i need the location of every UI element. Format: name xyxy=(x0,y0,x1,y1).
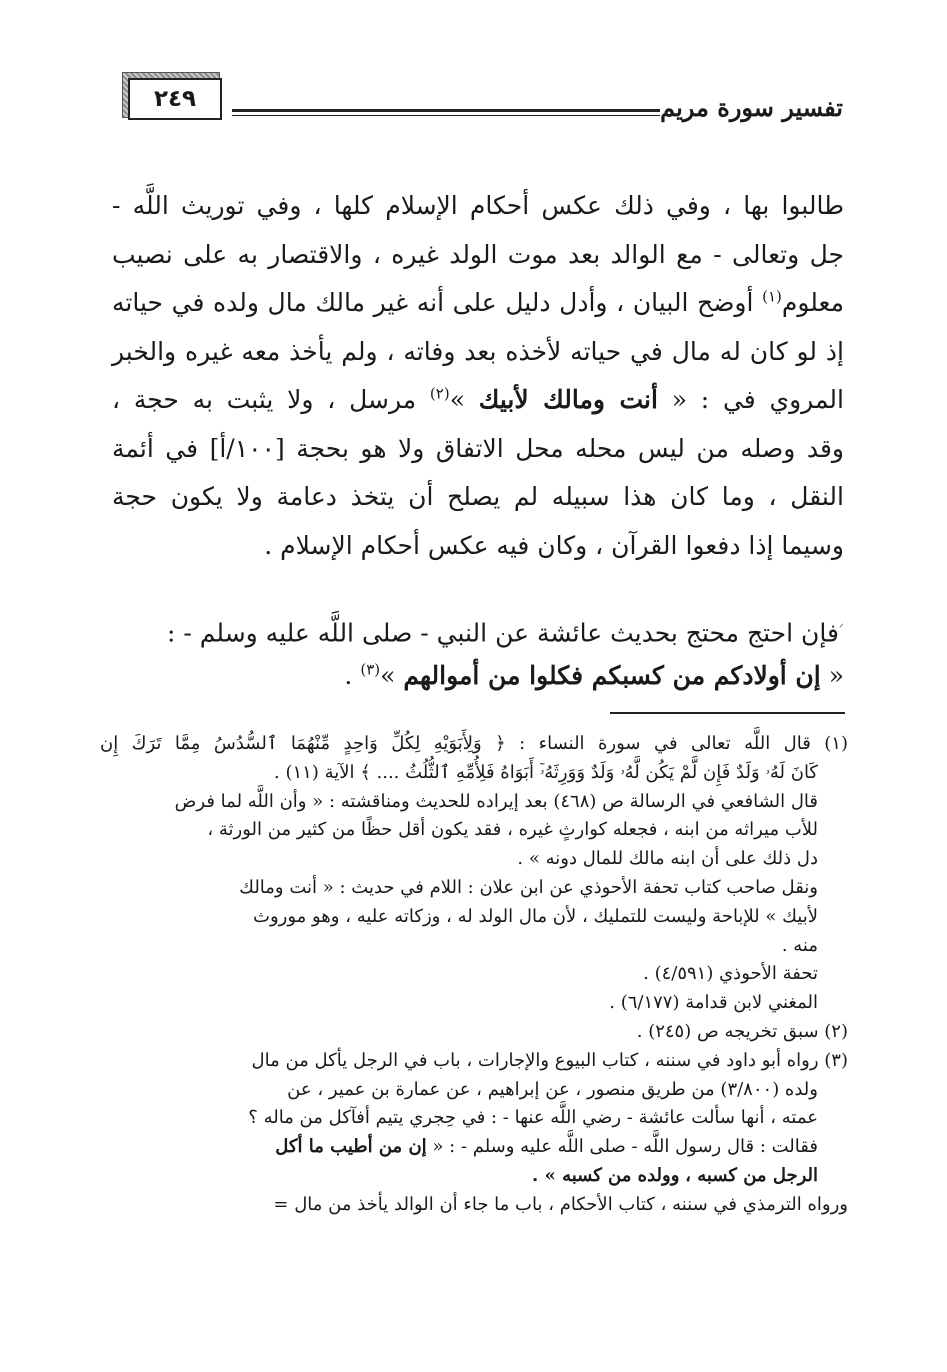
footnote-line: كَانَ لَهُۥ وَلَدٌ فَإِن لَّمْ يَكُن لَّهُۥ وَلَدٌ وَوَرِثَهُۥٓ أَبَوَاهُ فَلِأُمِّهِ ٱلثُّلُثُ .... ﴾ الآية (١١) . xyxy=(274,761,818,783)
footnote-line: تحفة الأحوذي (٤/٥٩١) . xyxy=(643,963,818,985)
body-line xyxy=(112,376,844,425)
footnote-line: منه . xyxy=(781,934,818,956)
body-line: إذ لو كان له مال في حياته لأخذه بعد وفاته ، ولم يأخذ معه غيره والخبر xyxy=(112,336,844,366)
header-rule xyxy=(232,109,660,112)
body-line: طالبوا بها ، وفي ذلك عكس أحكام الإسلام كلها ، وفي توريث اللَّه - xyxy=(112,191,844,220)
body-paragraph-2 xyxy=(112,604,844,700)
footnote-ref: (٣) xyxy=(360,660,381,679)
footnote-line xyxy=(100,1162,848,1191)
footnote-line: ولده (٣/٨٠٠) من طريق منصور ، عن إبراهيم ، عن عمارة بن عمير ، عن xyxy=(287,1078,818,1100)
footnote-line: (٢) سبق تخريجه ص (٢٤٥) . xyxy=(636,1020,848,1042)
footnote-text: فقالت : قال رسول اللَّه - صلى اللَّه عليه وسلم - : « xyxy=(432,1136,818,1158)
body-line-rest: مرسل ، ولا يثبت به حجة ، xyxy=(112,385,417,414)
footnote-line xyxy=(100,1133,848,1162)
body-line: وقد وصله من ليس محله محل الاتفاق ولا هو بحجة [١٠٠/أ] في أئمة xyxy=(112,433,844,463)
footnote-line: للأب ميراثه من ابنه ، فجعله كوارثٍ غيره ، فقد يكون أقل حظًا من كثير من الورثة ، xyxy=(207,819,818,841)
footnote-line: دل ذلك على أن ابنه مالك للمال دونه » . xyxy=(517,848,818,870)
quote-close: » xyxy=(380,661,396,690)
footnote-line: ورواه الترمذي في سننه ، كتاب الأحكام ، باب ما جاء أن الوالد يأخذ من مال = xyxy=(273,1193,848,1215)
footnote-text: وولده من كسبه » . xyxy=(532,1164,680,1186)
body-line-text: فإن احتج محتج بحديث عائشة عن النبي - صلى اللَّه عليه وسلم - : xyxy=(167,618,839,648)
footnote-line: المغني لابن قدامة (٦/١٧٧) . xyxy=(609,992,818,1014)
quote-close: » xyxy=(449,385,465,414)
body-line xyxy=(112,604,844,652)
body-line xyxy=(112,652,844,700)
body-line-rest: أوضح البيان ، وأدل دليل على أنه غير مالك مال ولده في حياته xyxy=(112,288,754,317)
footnote-line: عمته ، أنها سألت عائشة - رضي اللَّه عنها - : في حِجري يتيم أفآكل من ماله ؟ xyxy=(248,1107,818,1129)
footnote-line: ونقل صاحب كتاب تحفة الأحوذي عن ابن علان : اللام في حديث : « أنت ومالك xyxy=(239,876,818,898)
body-line xyxy=(112,279,844,328)
hadith-quote: الرجل من كسبه ، xyxy=(685,1164,818,1186)
page-number: ٢٤٩ xyxy=(153,86,197,112)
footnote-ref: (٢) xyxy=(429,384,450,403)
period: . xyxy=(344,661,353,690)
running-title: تفسير سورة مريم xyxy=(660,93,843,122)
footnote-line: (١) قال اللَّه تعالى في سورة النساء : ﴿ وَلِأَبَوَيْهِ لِكُلِّ وَاحِدٍ مِّنْهُمَا ٱلسُّدُسُ مِمَّا تَرَكَ إِن xyxy=(100,733,848,754)
body-line-start: المروي في : « xyxy=(671,385,844,414)
page-number-box xyxy=(122,72,225,122)
hadith-quote: إن من أطيب ما أكل xyxy=(275,1136,427,1158)
body-line: النقل ، وما كان هذا سبيله لم يصلح أن يتخذ دعامة ولا يكون حجة xyxy=(112,482,844,511)
hadith-quote: أنت ومالك لأبيك xyxy=(478,385,658,414)
quote-open: « xyxy=(828,661,844,690)
header-rule-thin xyxy=(232,115,660,116)
body-line: وسيما إذا دفعوا القرآن ، وكان فيه عكس أحكام الإسلام . xyxy=(264,530,844,560)
body-paragraph xyxy=(112,182,844,570)
body-line: جل وتعالى - مع الوالد بعد موت الولد غيره ، والاقتصار به على نصيب xyxy=(112,239,844,269)
footnote-line: لأبيك » للإباحة وليست للتمليك ، لأن مال الولد له ، وزكاته عليه ، وهو موروث xyxy=(253,905,818,927)
hadith-quote: إن أولادكم من كسبكم فكلوا من أموالهم xyxy=(403,661,821,690)
body-line-start: معلوم xyxy=(781,288,845,317)
margin-mark: ᐟ xyxy=(838,621,844,635)
footnote-line: (٣) رواه أبو داود في سننه ، كتاب البيوع والإجارات ، باب في الرجل يأكل من مال xyxy=(251,1049,848,1071)
footnote-separator xyxy=(610,712,845,714)
footnote-ref: (١) xyxy=(762,287,782,306)
footnotes xyxy=(100,730,848,1220)
page-number-frame xyxy=(128,78,222,120)
footnote-line: قال الشافعي في الرسالة ص (٤٦٨) بعد إيراده للحديث ومناقشته : « وأن اللَّه لما فرض xyxy=(174,790,818,812)
